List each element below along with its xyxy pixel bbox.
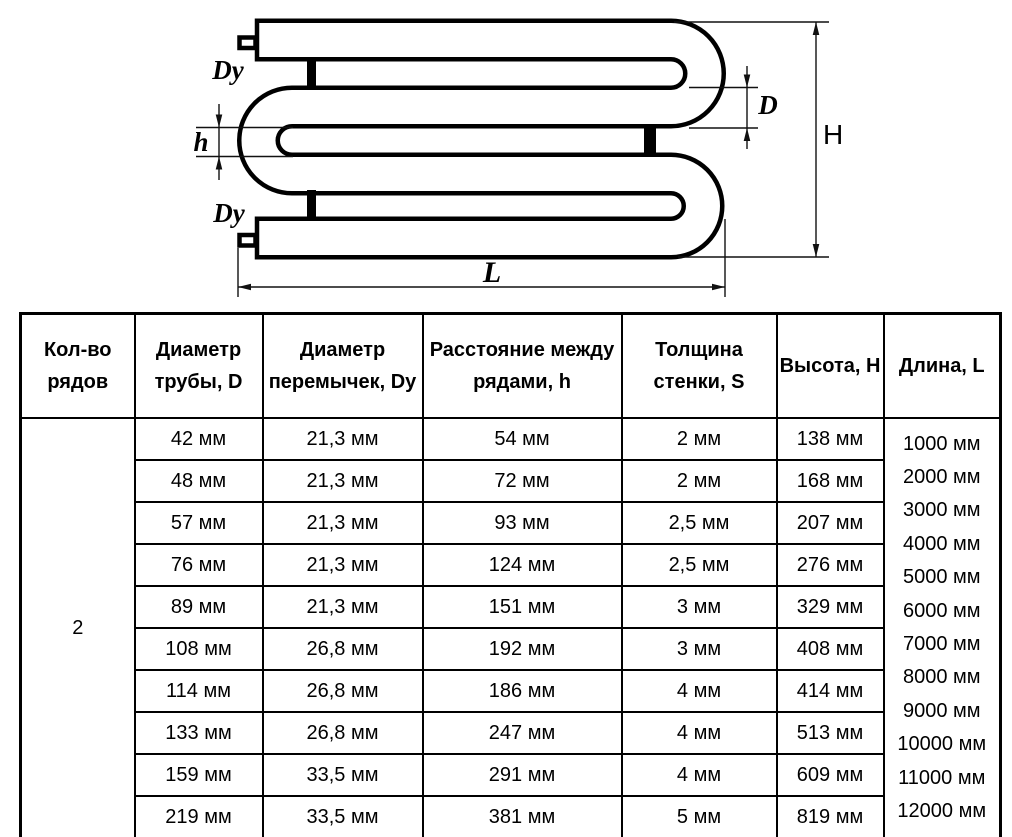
header-col-length: Длина, L — [884, 314, 1001, 419]
table-cell: 21,3 мм — [263, 502, 423, 544]
table-cell: 4 мм — [622, 754, 777, 796]
header-line: Диаметр — [155, 339, 242, 361]
table-cell: 26,8 мм — [263, 712, 423, 754]
label-length: L — [482, 256, 502, 289]
arrowhead — [216, 115, 223, 128]
length-item: 11000 мм — [898, 766, 986, 789]
label-height: H — [823, 119, 844, 150]
pipe-diagram — [0, 0, 1012, 310]
table-row — [21, 754, 1001, 796]
table-cell: 192 мм — [423, 628, 622, 670]
length-item: 8000 мм — [902, 666, 981, 689]
table-cell: 76 мм — [135, 544, 263, 586]
cell-row-count: 2 — [21, 418, 135, 837]
jumper-left-top — [307, 59, 316, 90]
header-col-row-spacing — [423, 314, 622, 419]
table-row — [21, 418, 1001, 460]
arrowhead — [712, 284, 725, 291]
table-row — [21, 628, 1001, 670]
table-cell: 207 мм — [777, 502, 884, 544]
table-cell: 89 мм — [135, 586, 263, 628]
header-col-rows — [21, 314, 135, 419]
table-cell: 329 мм — [777, 586, 884, 628]
table-cell: 108 мм — [135, 628, 263, 670]
table-cell: 4 мм — [622, 670, 777, 712]
table-cell: 291 мм — [423, 754, 622, 796]
header-line: Толщина — [655, 339, 743, 361]
arrowhead — [813, 244, 820, 257]
arrowhead — [744, 128, 751, 141]
header-row — [21, 314, 1001, 419]
table-cell: 114 мм — [135, 670, 263, 712]
inlet-stub-top — [240, 38, 256, 49]
table-cell: 57 мм — [135, 502, 263, 544]
header-line: стенки, S — [653, 371, 745, 393]
table-cell: 168 мм — [777, 460, 884, 502]
pipe-core — [257, 40, 705, 238]
length-item: 10000 мм — [897, 733, 987, 756]
table-cell: 3 мм — [622, 586, 777, 628]
table-cell: 21,3 мм — [263, 418, 423, 460]
length-item: 3000 мм — [902, 499, 981, 522]
table-row — [21, 502, 1001, 544]
header-line: Диаметр — [299, 339, 386, 361]
table-row — [21, 670, 1001, 712]
table-cell: 2,5 мм — [622, 544, 777, 586]
header-line: Кол-во — [43, 339, 112, 361]
table-cell: 21,3 мм — [263, 460, 423, 502]
inlet-stub-bottom — [240, 235, 256, 246]
pipe-outline — [257, 40, 705, 238]
header-line: рядами, h — [473, 371, 571, 393]
table-cell: 381 мм — [423, 796, 622, 837]
table-row — [21, 586, 1001, 628]
table-cell: 513 мм — [777, 712, 884, 754]
table-cell: 21,3 мм — [263, 586, 423, 628]
table-cell: 26,8 мм — [263, 628, 423, 670]
header-col-wall-thickness — [622, 314, 777, 419]
table-cell: 219 мм — [135, 796, 263, 837]
table-cell: 247 мм — [423, 712, 622, 754]
label-dy-bottom: Dy — [213, 198, 245, 228]
length-item: 2000 мм — [902, 466, 981, 489]
length-item: 5000 мм — [902, 566, 981, 589]
table-cell: 21,3 мм — [263, 544, 423, 586]
table-cell: 2 мм — [622, 460, 777, 502]
table-cell: 819 мм — [777, 796, 884, 837]
length-item: 9000 мм — [902, 699, 981, 722]
arrowhead — [813, 22, 820, 35]
label-d: D — [758, 90, 778, 120]
table-cell: 33,5 мм — [263, 754, 423, 796]
table-cell: 33,5 мм — [263, 796, 423, 837]
table-cell: 93 мм — [423, 502, 622, 544]
header-col-jumper-diameter — [263, 314, 423, 419]
table-cell: 2,5 мм — [622, 502, 777, 544]
length-item: 6000 мм — [902, 599, 981, 622]
arrowhead — [744, 75, 751, 88]
table-cell: 151 мм — [423, 586, 622, 628]
length-item: 4000 мм — [902, 532, 981, 555]
label-h: h — [193, 127, 209, 157]
table-row — [21, 712, 1001, 754]
table-cell: 133 мм — [135, 712, 263, 754]
length-item: 1000 мм — [902, 432, 981, 455]
header-line: перемычек, Dy — [268, 371, 417, 393]
table-cell: 3 мм — [622, 628, 777, 670]
arrowhead — [238, 284, 251, 291]
header-line: Расстояние между — [429, 339, 615, 361]
table-cell: 72 мм — [423, 460, 622, 502]
table-cell: 414 мм — [777, 670, 884, 712]
table-row — [21, 460, 1001, 502]
table-cell: 2 мм — [622, 418, 777, 460]
table-cell: 42 мм — [135, 418, 263, 460]
spec-table — [19, 312, 1002, 837]
cell-lengths — [884, 418, 1001, 837]
header-col-pipe-diameter — [135, 314, 263, 419]
header-line: трубы, D — [154, 371, 243, 393]
table-row — [21, 544, 1001, 586]
label-dy-top: Dy — [212, 55, 244, 85]
length-item: 12000 мм — [897, 799, 987, 822]
arrowhead — [216, 157, 223, 170]
table-cell: 5 мм — [622, 796, 777, 837]
table-cell: 609 мм — [777, 754, 884, 796]
table-cell: 124 мм — [423, 544, 622, 586]
header-line: рядов — [47, 371, 109, 393]
table-cell: 26,8 мм — [263, 670, 423, 712]
jumper-right-middle — [644, 126, 656, 157]
table-cell: 48 мм — [135, 460, 263, 502]
table-cell: 408 мм — [777, 628, 884, 670]
length-item: 7000 мм — [902, 633, 981, 655]
table-cell: 159 мм — [135, 754, 263, 796]
table-cell: 138 мм — [777, 418, 884, 460]
table-cell: 186 мм — [423, 670, 622, 712]
jumper-left-bottom — [307, 190, 316, 220]
table-cell: 276 мм — [777, 544, 884, 586]
table-cell: 4 мм — [622, 712, 777, 754]
table-row — [21, 796, 1001, 837]
table-cell: 54 мм — [423, 418, 622, 460]
header-col-height: Высота, H — [777, 314, 884, 419]
